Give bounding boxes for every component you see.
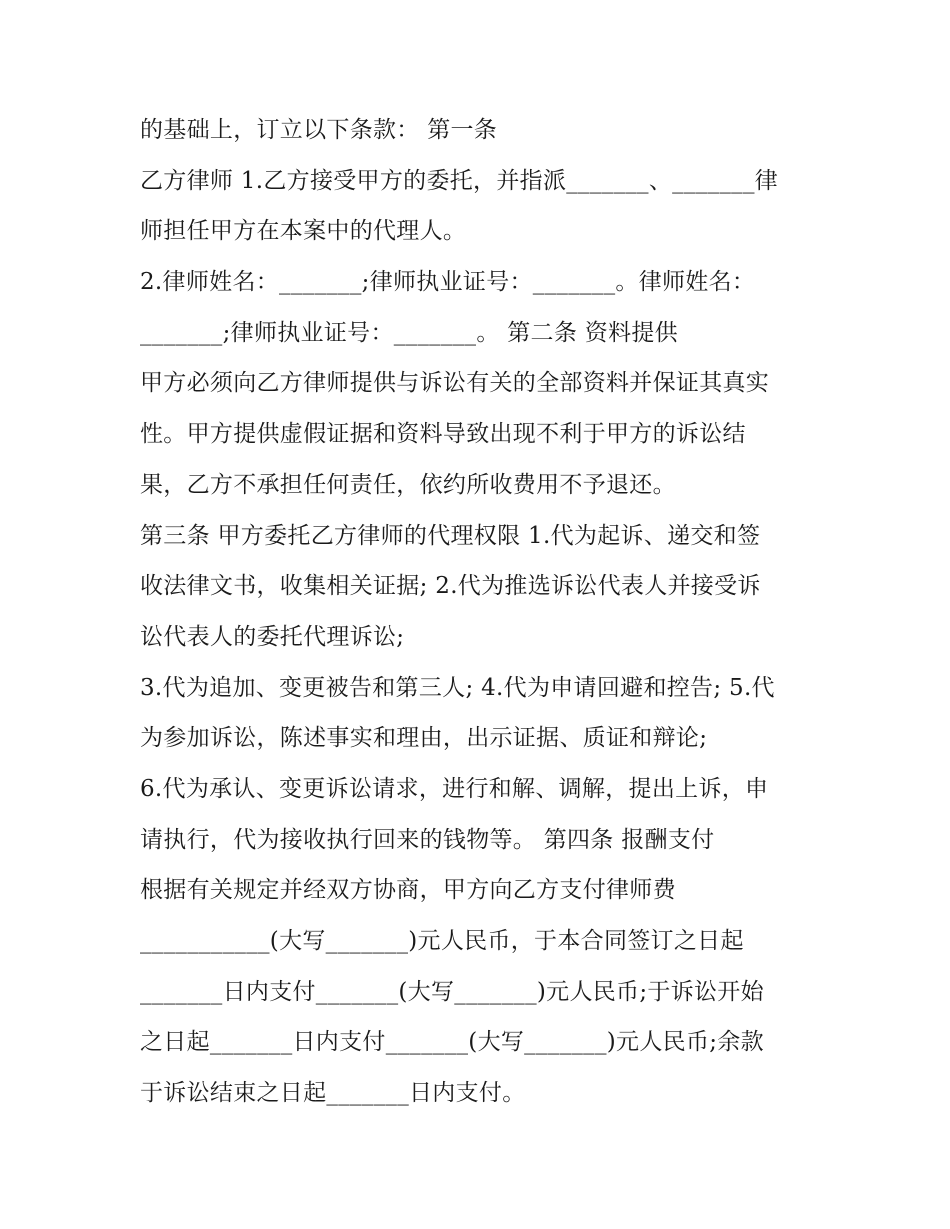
- text-line: 果，乙方不承担任何责任，依约所收费用不予退还。: [140, 471, 676, 498]
- text-line: 之日起_______日内支付_______(大写_______)元人民币;余款: [140, 1029, 764, 1056]
- text-line: 6.代为承认、变更诉讼请求，进行和解、调解，提出上诉，申: [140, 775, 769, 802]
- text-line: _______;律师执业证号：_______。 第二条 资料提供: [140, 319, 678, 346]
- text-line: 乙方律师 1.乙方接受甲方的委托，并指派_______、_______律: [140, 167, 779, 194]
- text-line: 3.代为追加、变更被告和第三人; 4.代为申请回避和控告; 5.代: [140, 674, 775, 701]
- text-line: 收法律文书，收集相关证据; 2.代为推选诉讼代表人并接受诉: [140, 573, 761, 600]
- text-line: 请执行，代为接收执行回来的钱物等。 第四条 报酬支付: [140, 826, 715, 853]
- text-line: 的基础上，订立以下条款： 第一条: [140, 117, 498, 143]
- text-line: ___________(大写_______)元人民币，于本合同签订之日起: [140, 928, 744, 954]
- text-line: 根据有关规定并经双方协商，甲方向乙方支付律师费: [140, 877, 676, 904]
- text-line: 2.律师姓名：_______;律师执业证号：_______。律师姓名：: [140, 269, 756, 296]
- text-line: 甲方必须向乙方律师提供与诉讼有关的全部资料并保证其真实: [140, 370, 770, 397]
- text-line: _______日内支付_______(大写_______)元人民币;于诉讼开始: [140, 978, 764, 1005]
- text-line: 性。甲方提供虚假证据和资料导致出现不利于甲方的诉讼结: [140, 421, 746, 448]
- contract-body: [140, 105, 820, 1119]
- text-line: 讼代表人的委托代理诉讼;: [140, 623, 405, 650]
- text-line: 师担任甲方在本案中的代理人。: [140, 218, 467, 245]
- text-line: 于诉讼结束之日起_______日内支付。: [140, 1080, 526, 1107]
- text-line: 为参加诉讼，陈述事实和理由，出示证据、质证和辩论;: [140, 725, 708, 752]
- text-line: 第三条 甲方委托乙方律师的代理权限 1.代为起诉、递交和签: [140, 522, 761, 549]
